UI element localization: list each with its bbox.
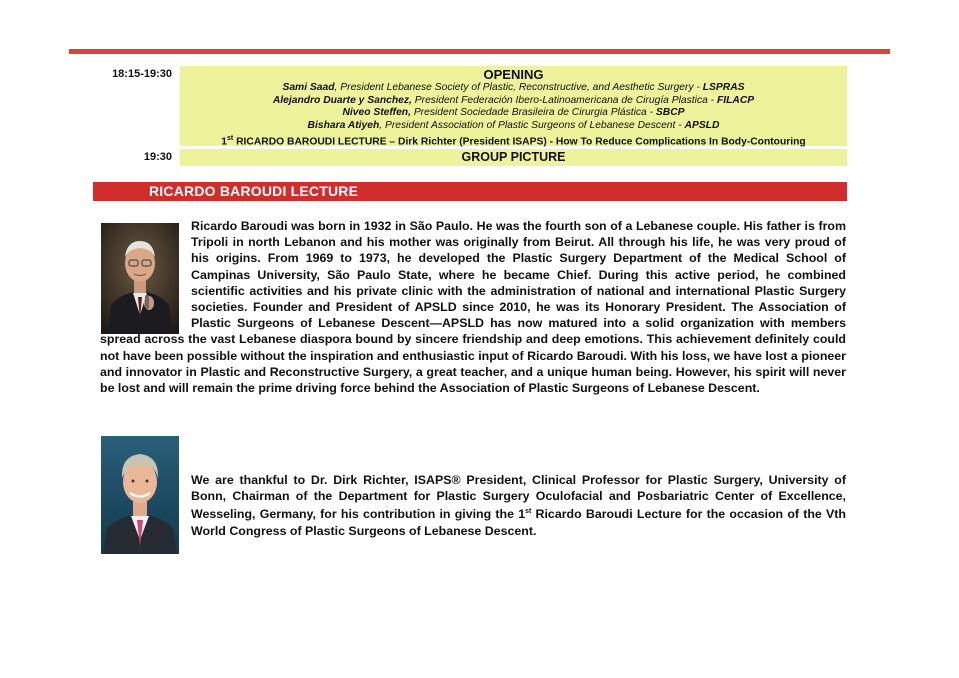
speaker-line: Alejandro Duarte y Sanchez, President Federación Ibero-Latinoamericana de Cirugía Plastica - FILACP (272, 94, 755, 106)
photo-spacer (100, 218, 191, 331)
bio-paragraph: Ricardo Baroudi was born in 1932 in São Paulo. He was the fourth son of a Lebanese couple. His father is from Tripoli in north Lebanon and his mother was originally from Beirut. All through his life, he was very proud of his origins. From 1969 to 1973, he developed the Plastic Surgery Department of the Medical School of Campinas University, São Paulo State, where he became Chief. During this active period, he combined scientific activities and his private clinic with the administration of national and international Plastic Surgery societies. Founder and President of APSLD since 2010, he was its Honorary President. The Association of Plastic Surgeons of Lebanese Descent—APSLD has now matured into a solid organization with members spread across the vast Lebanese diaspora bound by sincere friendship and deep emotions. This achievement definitely could not have been possible without the inspiration and enthusiastic input of Ricardo Baroudi. With his loss, we have lost a pioneer and innovator in Plastic and Reconstructive Surgery, a great teacher, and a unique human being. However, his spirit will never be lost and will remain the prime driving force behind the Association of Plastic Surgeons of Lebanese Descent. (100, 219, 846, 396)
lecture-line: 1st RICARDO BAROUDI LECTURE – Dirk Richter (President ISAPS) - How To Reduce Complications In Body-Contouring (221, 135, 806, 148)
speaker-line: Niveo Steffen, President Sociedade Brasileira de Cirurgia Plástica - SBCP (342, 107, 685, 119)
thanks-paragraph: We are thankful to Dr. Dirk Richter, ISAPS® President, Clinical Professor for Plastic Surgery, University of Bonn, Chairman of the Department for Plastic Surgery Oculofacial and Posbariatric Center of Excellence, Wesseling, Germany, for his contribution in giving the 1st Ricardo Baroudi Lecture for the occasion of the Vth World Congress of Plastic Surgeons of Lebanese Descent. (191, 473, 846, 538)
section-header: RICARDO BAROUDI LECTURE (93, 182, 847, 201)
opening-session (180, 66, 847, 146)
speaker-line: Sami Saad, President Lebanese Society of Plastic, Reconstructive, and Aesthetic Surgery - LSPRAS (282, 82, 745, 93)
time-group-picture: 19:30 (143, 151, 172, 163)
top-rule (69, 49, 890, 54)
group-picture-session: GROUP PICTURE (180, 149, 847, 166)
speaker-line: Bishara Atiyeh, President Association of Plastic Surgeons of Lebanese Descent - APSLD (307, 119, 720, 131)
opening-title: OPENING (483, 67, 544, 82)
portrait-dirk-richter (101, 436, 179, 554)
time-opening: 18:15-19:30 (112, 68, 172, 80)
